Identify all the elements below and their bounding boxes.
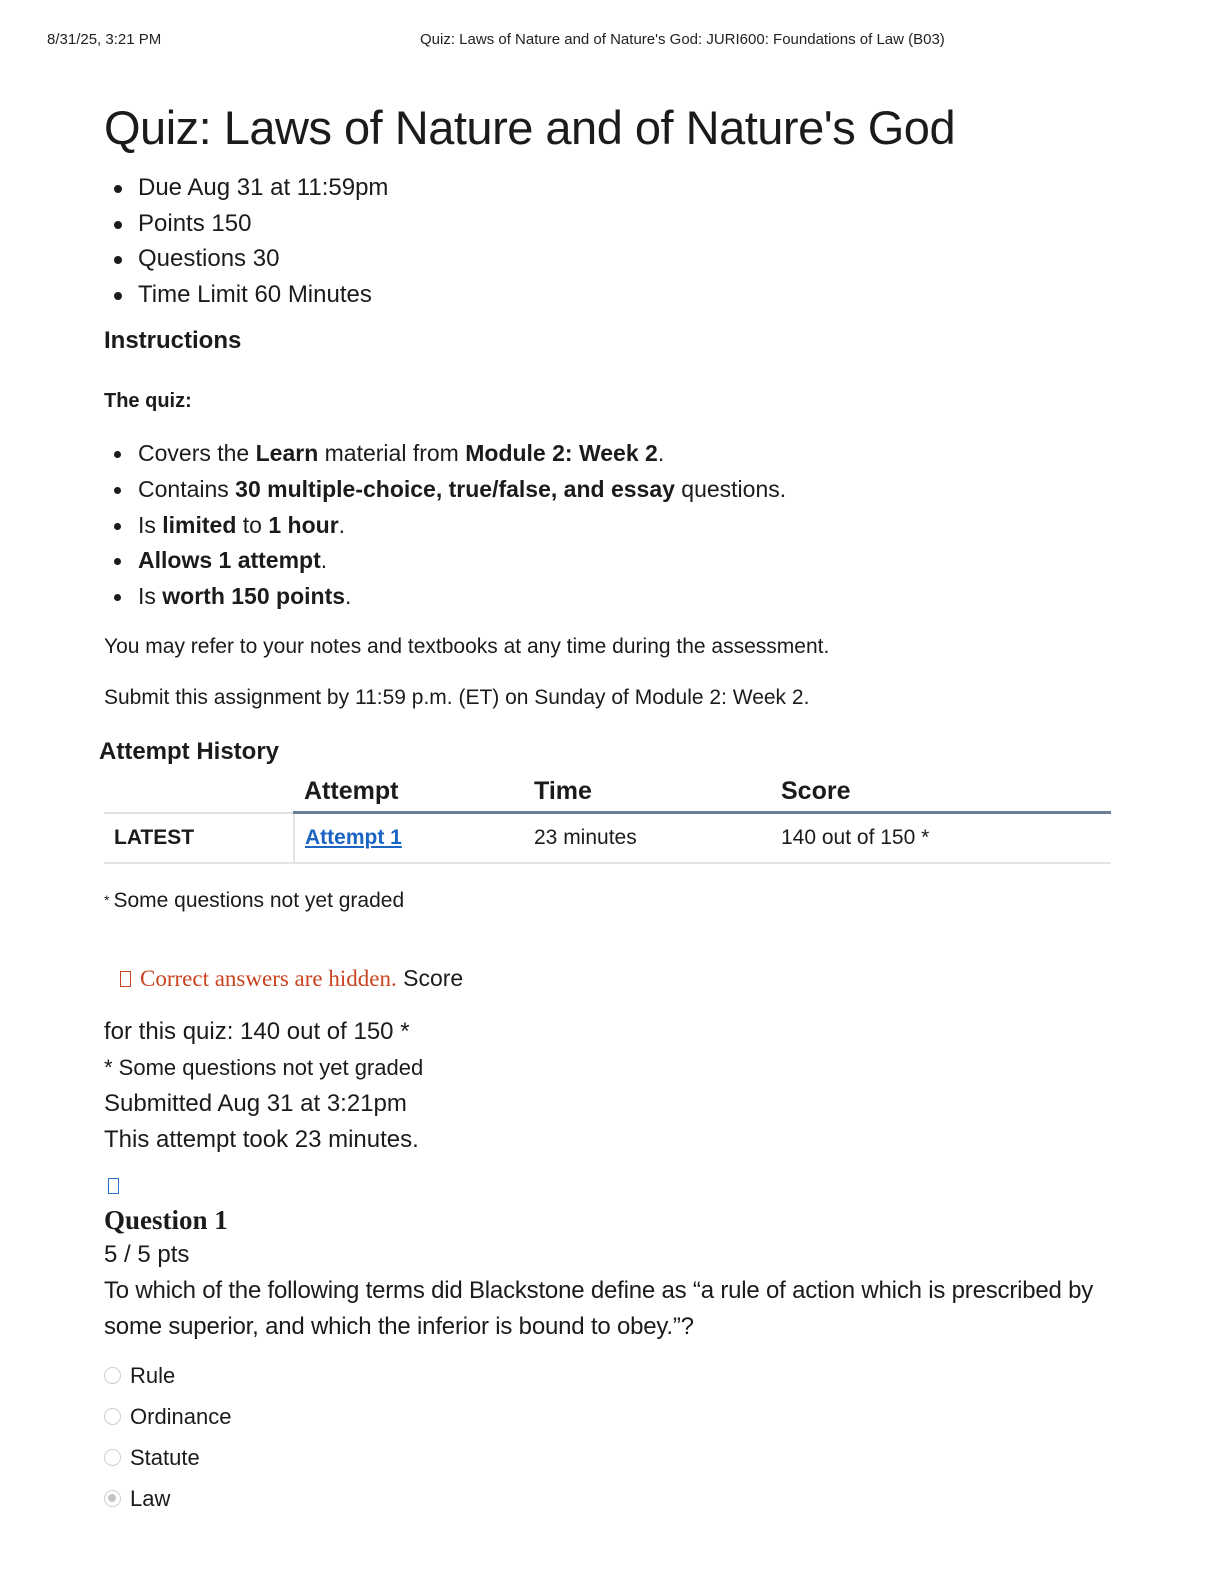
question-points: 5 / 5 pts <box>104 1241 190 1269</box>
radio-button[interactable] <box>104 1367 121 1384</box>
notes-note: You may refer to your notes and textbooks at any time during the assessment. <box>104 635 830 659</box>
answers-hidden-notice <box>104 963 1114 994</box>
attempt-history-heading: Attempt History <box>99 738 280 766</box>
quiz-score: for this quiz: 140 out of 150 * <box>104 1018 410 1046</box>
not-graded-footnote: * Some questions not yet graded <box>104 889 405 913</box>
quiz-content <box>99 98 1114 1519</box>
page-title: Quiz: Laws of Nature and of Nature's God <box>104 101 956 154</box>
quiz-label: The quiz: <box>104 390 192 413</box>
instructions-list <box>104 436 1114 614</box>
quiz-meta-list <box>104 170 1114 312</box>
answer-list <box>104 1355 1114 1519</box>
meta-points: Points 150 <box>104 206 1114 242</box>
print-header <box>0 31 1224 51</box>
table-header-row <box>104 773 1111 813</box>
meta-due: Due Aug 31 at 11:59pm <box>104 170 1114 206</box>
submitted-time: Submitted Aug 31 at 3:21pm <box>104 1090 407 1118</box>
instructions-heading: Instructions <box>104 327 242 355</box>
warning-icon <box>120 971 131 987</box>
column-header-score: Score <box>771 773 1111 813</box>
meta-time-limit: Time Limit 60 Minutes <box>104 277 1114 313</box>
score-label: Score <box>403 965 464 992</box>
answer-option[interactable]: Law <box>104 1478 1114 1519</box>
column-header-time: Time <box>524 773 771 813</box>
radio-button[interactable] <box>104 1408 121 1425</box>
attempt-history-table <box>104 773 1111 864</box>
rule-item: Contains 30 multiple-choice, true/false, and essay questions. <box>104 472 1114 508</box>
radio-button[interactable] <box>104 1490 121 1507</box>
print-datetime: 8/31/25, 3:21 PM <box>47 31 162 48</box>
answer-option[interactable]: Rule <box>104 1355 1114 1396</box>
answer-option[interactable]: Ordinance <box>104 1396 1114 1437</box>
rule-item: Covers the Learn material from Module 2: Week 2. <box>104 436 1114 472</box>
column-header-attempt: Attempt <box>294 773 524 813</box>
rule-item: Is worth 150 points. <box>104 579 1114 615</box>
attempt-1-link[interactable]: Attempt 1 <box>305 826 402 850</box>
flag-question-icon[interactable] <box>108 1178 119 1194</box>
column-header-blank <box>104 773 294 813</box>
not-graded-note: * Some questions not yet graded <box>104 1055 424 1081</box>
meta-questions: Questions 30 <box>104 241 1114 277</box>
score-summary <box>104 1014 1114 1158</box>
answer-option[interactable]: Statute <box>104 1437 1114 1478</box>
rule-item: Is limited to 1 hour. <box>104 508 1114 544</box>
submit-note: Submit this assignment by 11:59 p.m. (ET) on Sunday of Module 2: Week 2. <box>104 686 810 710</box>
attempt-score: 140 out of 150 * <box>771 813 1111 864</box>
print-page-title: Quiz: Laws of Nature and of Nature's God: JURI600: Foundations of Law (B03) <box>420 31 945 48</box>
attempt-time: 23 minutes <box>524 813 771 864</box>
hidden-answers-text: Correct answers are hidden. <box>140 966 397 992</box>
radio-button[interactable] <box>104 1449 121 1466</box>
table-row <box>104 813 1111 864</box>
attempt-duration: This attempt took 23 minutes. <box>104 1126 419 1154</box>
latest-label: LATEST <box>104 813 294 864</box>
question-title: Question 1 <box>104 1205 228 1236</box>
question-text: To which of the following terms did Blackstone define as “a rule of action which is prescribed by some superior, and which the inferior is bound to obey.”? <box>104 1277 1094 1341</box>
rule-item: Allows 1 attempt. <box>104 543 1114 579</box>
